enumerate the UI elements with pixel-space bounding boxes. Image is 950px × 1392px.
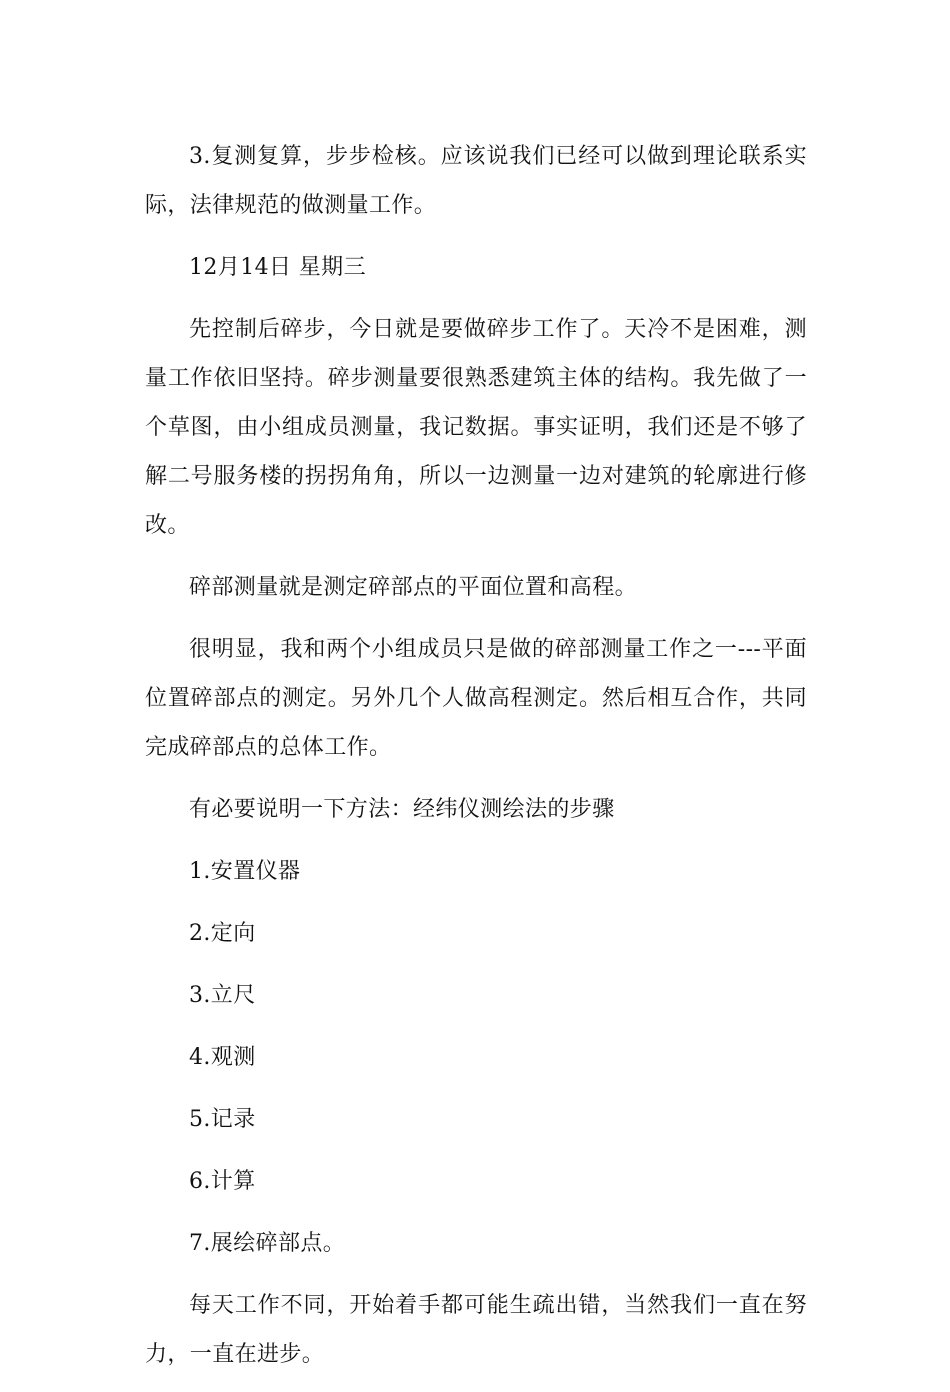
step-item: 3.立尺 <box>189 983 256 1008</box>
step-item: 4.观测 <box>189 1045 256 1070</box>
document-body <box>145 132 807 1392</box>
paragraph-definition: 碎部测量就是测定碎部点的平面位置和高程。 <box>189 575 638 600</box>
step-item: 2.定向 <box>189 921 256 946</box>
step-item: 5.记录 <box>189 1107 256 1132</box>
step-item: 6.计算 <box>189 1169 256 1194</box>
paragraph-method-intro: 有必要说明一下方法：经纬仪测绘法的步骤 <box>189 797 615 822</box>
paragraph-conclusion: 每天工作不同，开始着手都可能生疏出错，当然我们一直在努力，一直在进步。 <box>145 1293 807 1367</box>
paragraph-date: 12月14日 星期三 <box>189 255 366 280</box>
step-item: 7.展绘碎部点。 <box>189 1231 346 1256</box>
paragraph-detail-survey: 先控制后碎步，今日就是要做碎步工作了。天冷不是困难，测量工作依旧坚持。碎步测量要很熟悉建筑主体的结构。我先做了一个草图，由小组成员测量，我记数据。事实证明，我们还是不够了解二号服务楼的拐拐角角，所以一边测量一边对建筑的轮廓进行修改。 <box>145 317 807 538</box>
paragraph-teamwork: 很明显，我和两个小组成员只是做的碎部测量工作之一---平面位置碎部点的测定。另外几个人做高程测定。然后相互合作，共同完成碎部点的总体工作。 <box>145 637 807 760</box>
paragraph-recheck: 3.复测复算，步步检核。应该说我们已经可以做到理论联系实际，法律规范的做测量工作。 <box>145 144 807 218</box>
step-item: 1.安置仪器 <box>189 859 301 884</box>
